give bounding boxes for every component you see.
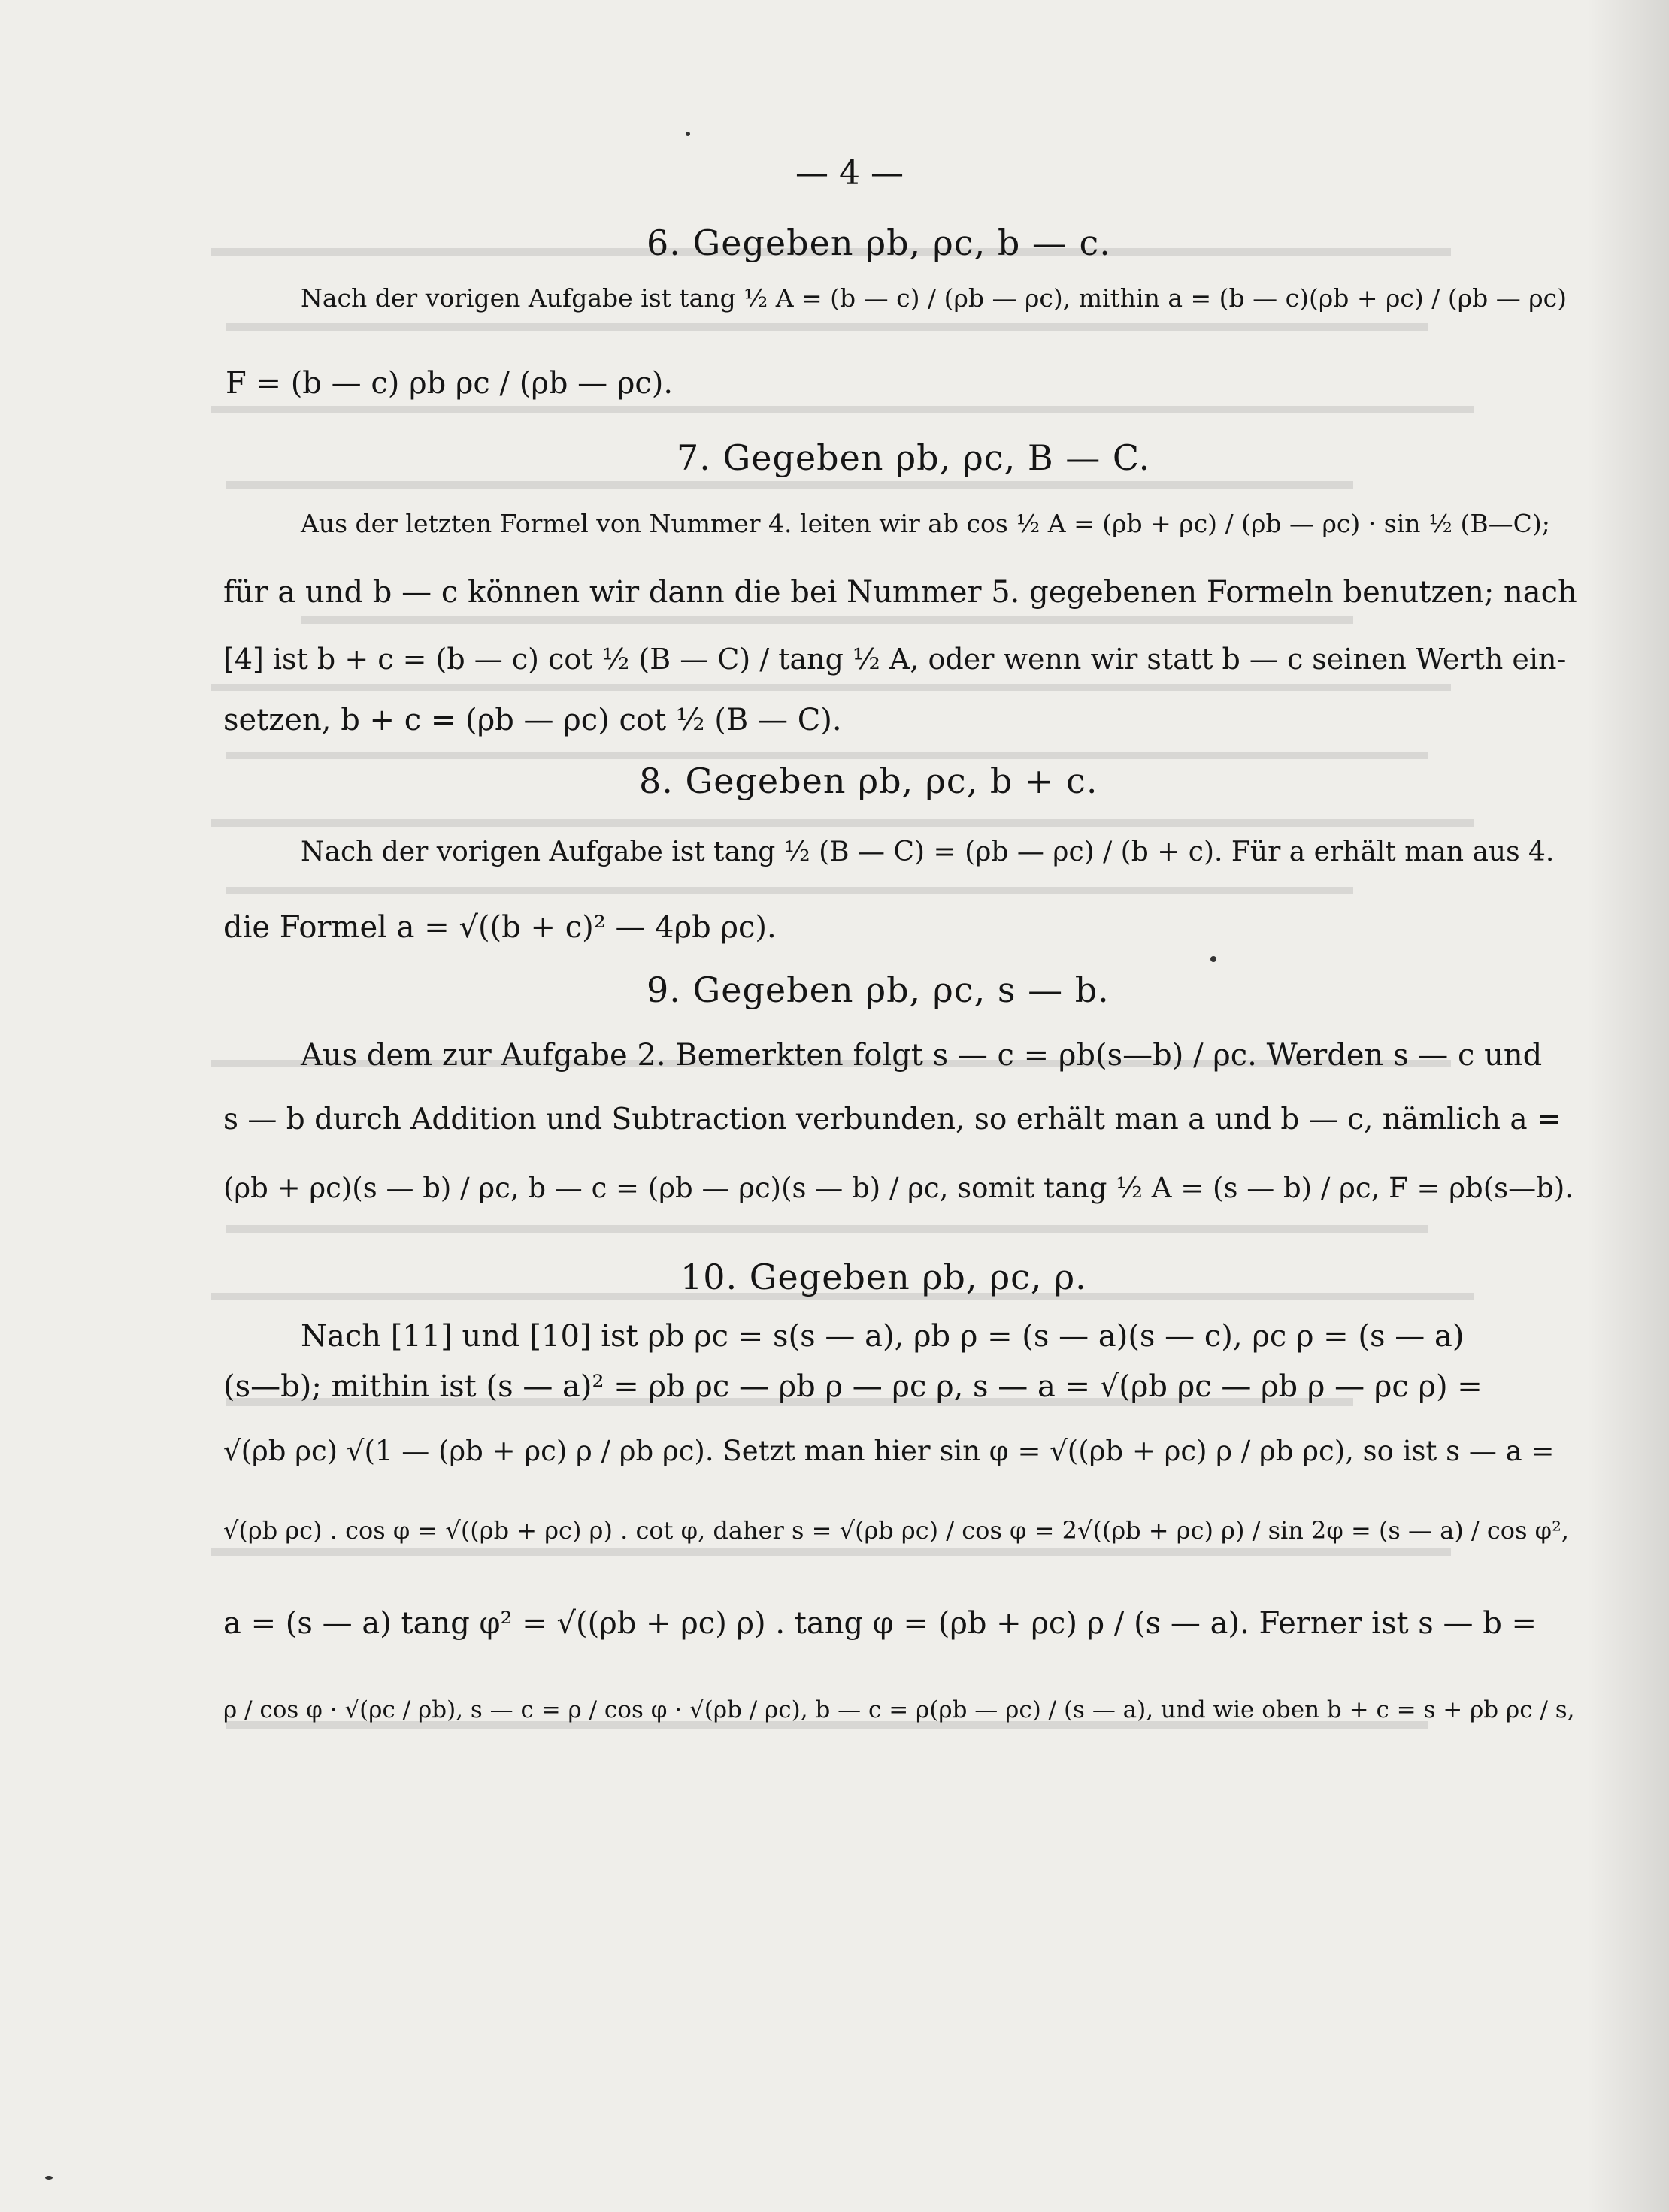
section-7-line-2 <box>223 575 1577 610</box>
section-8-line-1-text: Nach der vorigen Aufgabe ist tang ½ (B — C) = (ρb — ρc) / (b + c). Für a erhält man aus 4. <box>301 837 1555 867</box>
page-edge-shadow <box>1586 0 1669 2212</box>
section-7-line-2-text: für a und b — c können wir dann die bei Nummer 5. gegebenen Formeln benutzen; nach <box>223 575 1577 610</box>
section-6-heading: 6. Gegeben ρb, ρc, b — c. <box>647 222 1111 263</box>
ink-speck <box>1210 956 1216 962</box>
section-9-line-1-text: Aus dem zur Aufgabe 2. Bemerkten folgt s — c = ρb(s—b) / ρc. Werden s — c und <box>301 1038 1543 1073</box>
section-7-line-1-text: Aus der letzten Formel von Nummer 4. leiten wir ab cos ½ A = (ρb + ρc) / (ρb — ρc) · sin ½ (B—C); <box>301 509 1550 538</box>
section-6-line-1 <box>301 283 1568 313</box>
section-10-line-4 <box>223 1516 1570 1545</box>
section-10-heading: 10. Gegeben ρb, ρc, ρ. <box>680 1257 1087 1297</box>
section-10-line-1 <box>301 1319 1465 1354</box>
section-10-line-2-text: (s—b); mithin ist (s — a)² = ρb ρc — ρb ρ — ρc ρ, s — a = √(ρb ρc — ρb ρ — ρc ρ) = <box>223 1369 1483 1404</box>
section-7-line-3 <box>223 643 1567 676</box>
section-10-line-4-text: √(ρb ρc) . cos φ = √((ρb + ρc) ρ) . cot φ, daher s = √(ρb ρc) / cos φ = 2√((ρb + ρc) ρ) / sin 2φ = (s — a) / cos φ², <box>223 1516 1570 1545</box>
section-10-line-1-text: Nach [11] und [10] ist ρb ρc = s(s — a), ρb ρ = (s — a)(s — c), ρc ρ = (s — a) <box>301 1319 1465 1354</box>
section-6-line-2 <box>226 366 674 401</box>
section-7-line-3-text: [4] ist b + c = (b — c) cot ½ (B — C) / tang ½ A, oder wenn wir statt b — c seinen Werth ein- <box>223 643 1567 676</box>
section-6-line-1-text: Nach der vorigen Aufgabe ist tang ½ A = (b — c) / (ρb — ρc), mithin a = (b — c)(ρb + ρc) / (ρb — ρc) <box>301 283 1568 313</box>
section-10-line-3-text: √(ρb ρc) √(1 — (ρb + ρc) ρ / ρb ρc). Setzt man hier sin φ = √((ρb + ρc) ρ / ρb ρc), so ist s — a = <box>223 1435 1555 1467</box>
section-9-line-2-text: s — b durch Addition und Subtraction verbunden, so erhält man a und b — c, nämlich a = <box>223 1103 1561 1136</box>
section-9-line-1 <box>301 1038 1543 1073</box>
section-8-line-2 <box>223 912 777 943</box>
section-9-line-3 <box>223 1174 1574 1202</box>
section-10-line-2 <box>223 1369 1483 1404</box>
section-10-line-6 <box>223 1696 1575 1723</box>
page-number: — 4 — <box>795 154 904 192</box>
section-9-line-3-text: (ρb + ρc)(s — b) / ρc, b — c = (ρb — ρc)(s — b) / ρc, somit tang ½ A = (s — b) / ρc, F = ρb(s—b). <box>223 1172 1574 1204</box>
section-10-line-5 <box>223 1608 1537 1639</box>
section-7-line-1 <box>301 511 1550 536</box>
section-9-line-2 <box>223 1105 1561 1134</box>
section-10-line-5-text: a = (s — a) tang φ² = √((ρb + ρc) ρ) . tang φ = (ρb + ρc) ρ / (s — a). Ferner ist s — b = <box>223 1606 1537 1641</box>
section-10-line-3 <box>223 1437 1554 1465</box>
section-7-line-4 <box>223 705 842 735</box>
section-6-line-2-text: F = (b — c) ρb ρc / (ρb — ρc). <box>226 366 674 401</box>
section-8-heading: 8. Gegeben ρb, ρc, b + c. <box>639 761 1098 801</box>
section-7-heading: 7. Gegeben ρb, ρc, B — C. <box>677 437 1151 478</box>
section-10-line-6-text: ρ / cos φ · √(ρc / ρb), s — c = ρ / cos φ · √(ρb / ρc), b — c = ρ(ρb — ρc) / (s — a), und wie oben b + c = s + ρb ρc / s, <box>223 1696 1575 1723</box>
section-7-line-4-text: setzen, b + c = (ρb — ρc) cot ½ (B — C). <box>223 703 842 737</box>
ink-speck <box>686 132 690 136</box>
ink-speck <box>45 2176 53 2180</box>
section-9-heading: 9. Gegeben ρb, ρc, s — b. <box>647 970 1110 1010</box>
section-8-line-2-text: die Formel a = √((b + c)² — 4ρb ρc). <box>223 910 777 945</box>
section-8-line-1 <box>301 839 1554 866</box>
